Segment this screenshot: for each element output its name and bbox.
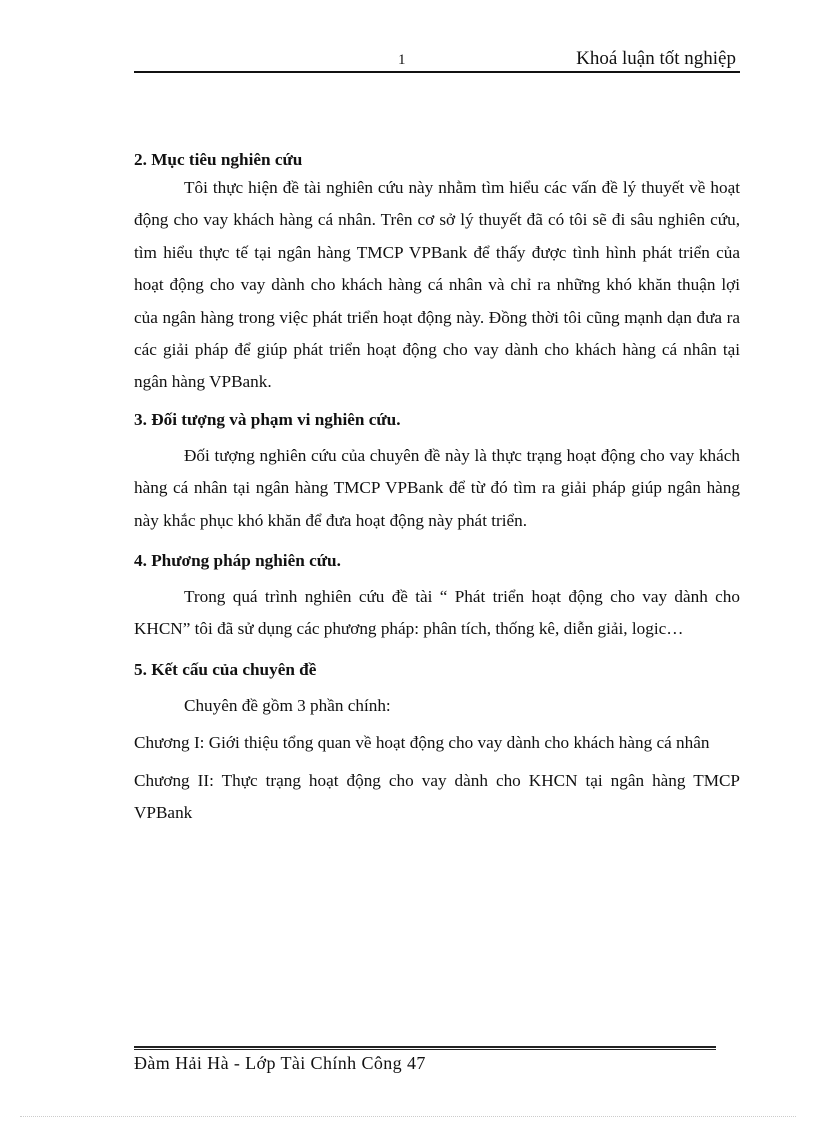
- section-2-paragraph: Tôi thực hiện đề tài nghiên cứu này nhằm tìm hiểu các vấn đề lý thuyết về hoạt động cho vay khách hàng cá nhân. Trên cơ sở lý thuyết đã có tôi sẽ đi sâu nghiên cứu, tìm hiểu thực tế tại ngân hàng TMCP VPBank để thấy được tình hình phát triển của hoạt động cho vay dành cho khách hàng cá nhân và chỉ ra những khó khăn thuận lợi của ngân hàng trong việc phát triển hoạt động này. Đồng thời tôi cũng mạnh dạn đưa ra các giải pháp để giúp phát triển hoạt động cho vay dành cho khách hàng cá nhân tại ngân hàng VPBank.: [134, 178, 740, 392]
- chapter-1-line: Chương I: Giới thiệu tổng quan về hoạt động cho vay dành cho khách hàng cá nhân: [134, 733, 710, 753]
- page-bottom-border: [20, 1116, 796, 1117]
- header-rule: [134, 71, 740, 73]
- footer-rule-bottom: [134, 1049, 716, 1050]
- section-5-intro: Chuyên đề gồm 3 phần chính:: [184, 695, 391, 715]
- section-4-paragraph: Trong quá trình nghiên cứu đề tài “ Phát triển hoạt động cho vay dành cho KHCN” tôi đã sử dụng các phương pháp: phân tích, thống kê, diễn giải, logic…: [134, 587, 740, 639]
- footer-author-line: Đàm Hải Hà - Lớp Tài Chính Công 47: [134, 1053, 426, 1073]
- document-body: [134, 148, 740, 830]
- page-number: 1: [398, 52, 406, 68]
- section-3-paragraph: Đối tượng nghiên cứu của chuyên đề này là thực trạng hoạt động cho vay khách hàng cá nhân tại ngân hàng TMCP VPBank để từ đó tìm ra giải pháp giúp ngân hàng này khắc phục khó khăn để đưa hoạt động này phát triển.: [134, 445, 740, 530]
- section-3-heading: 3. Đối tượng và phạm vi nghiên cứu.: [134, 409, 401, 429]
- section-4-heading: 4. Phương pháp nghiên cứu.: [134, 551, 341, 571]
- section-5-heading: 5. Kết cấu của chuyên đề: [134, 659, 317, 679]
- footer-rule-top: [134, 1046, 716, 1048]
- running-title: Khoá luận tốt nghiệp: [576, 48, 736, 69]
- page-header: [134, 46, 740, 74]
- chapter-2-line: Chương II: Thực trạng hoạt động cho vay dành cho KHCN tại ngân hàng TMCP VPBank: [134, 770, 740, 823]
- section-2-heading: 2. Mục tiêu nghiên cứu: [134, 150, 303, 169]
